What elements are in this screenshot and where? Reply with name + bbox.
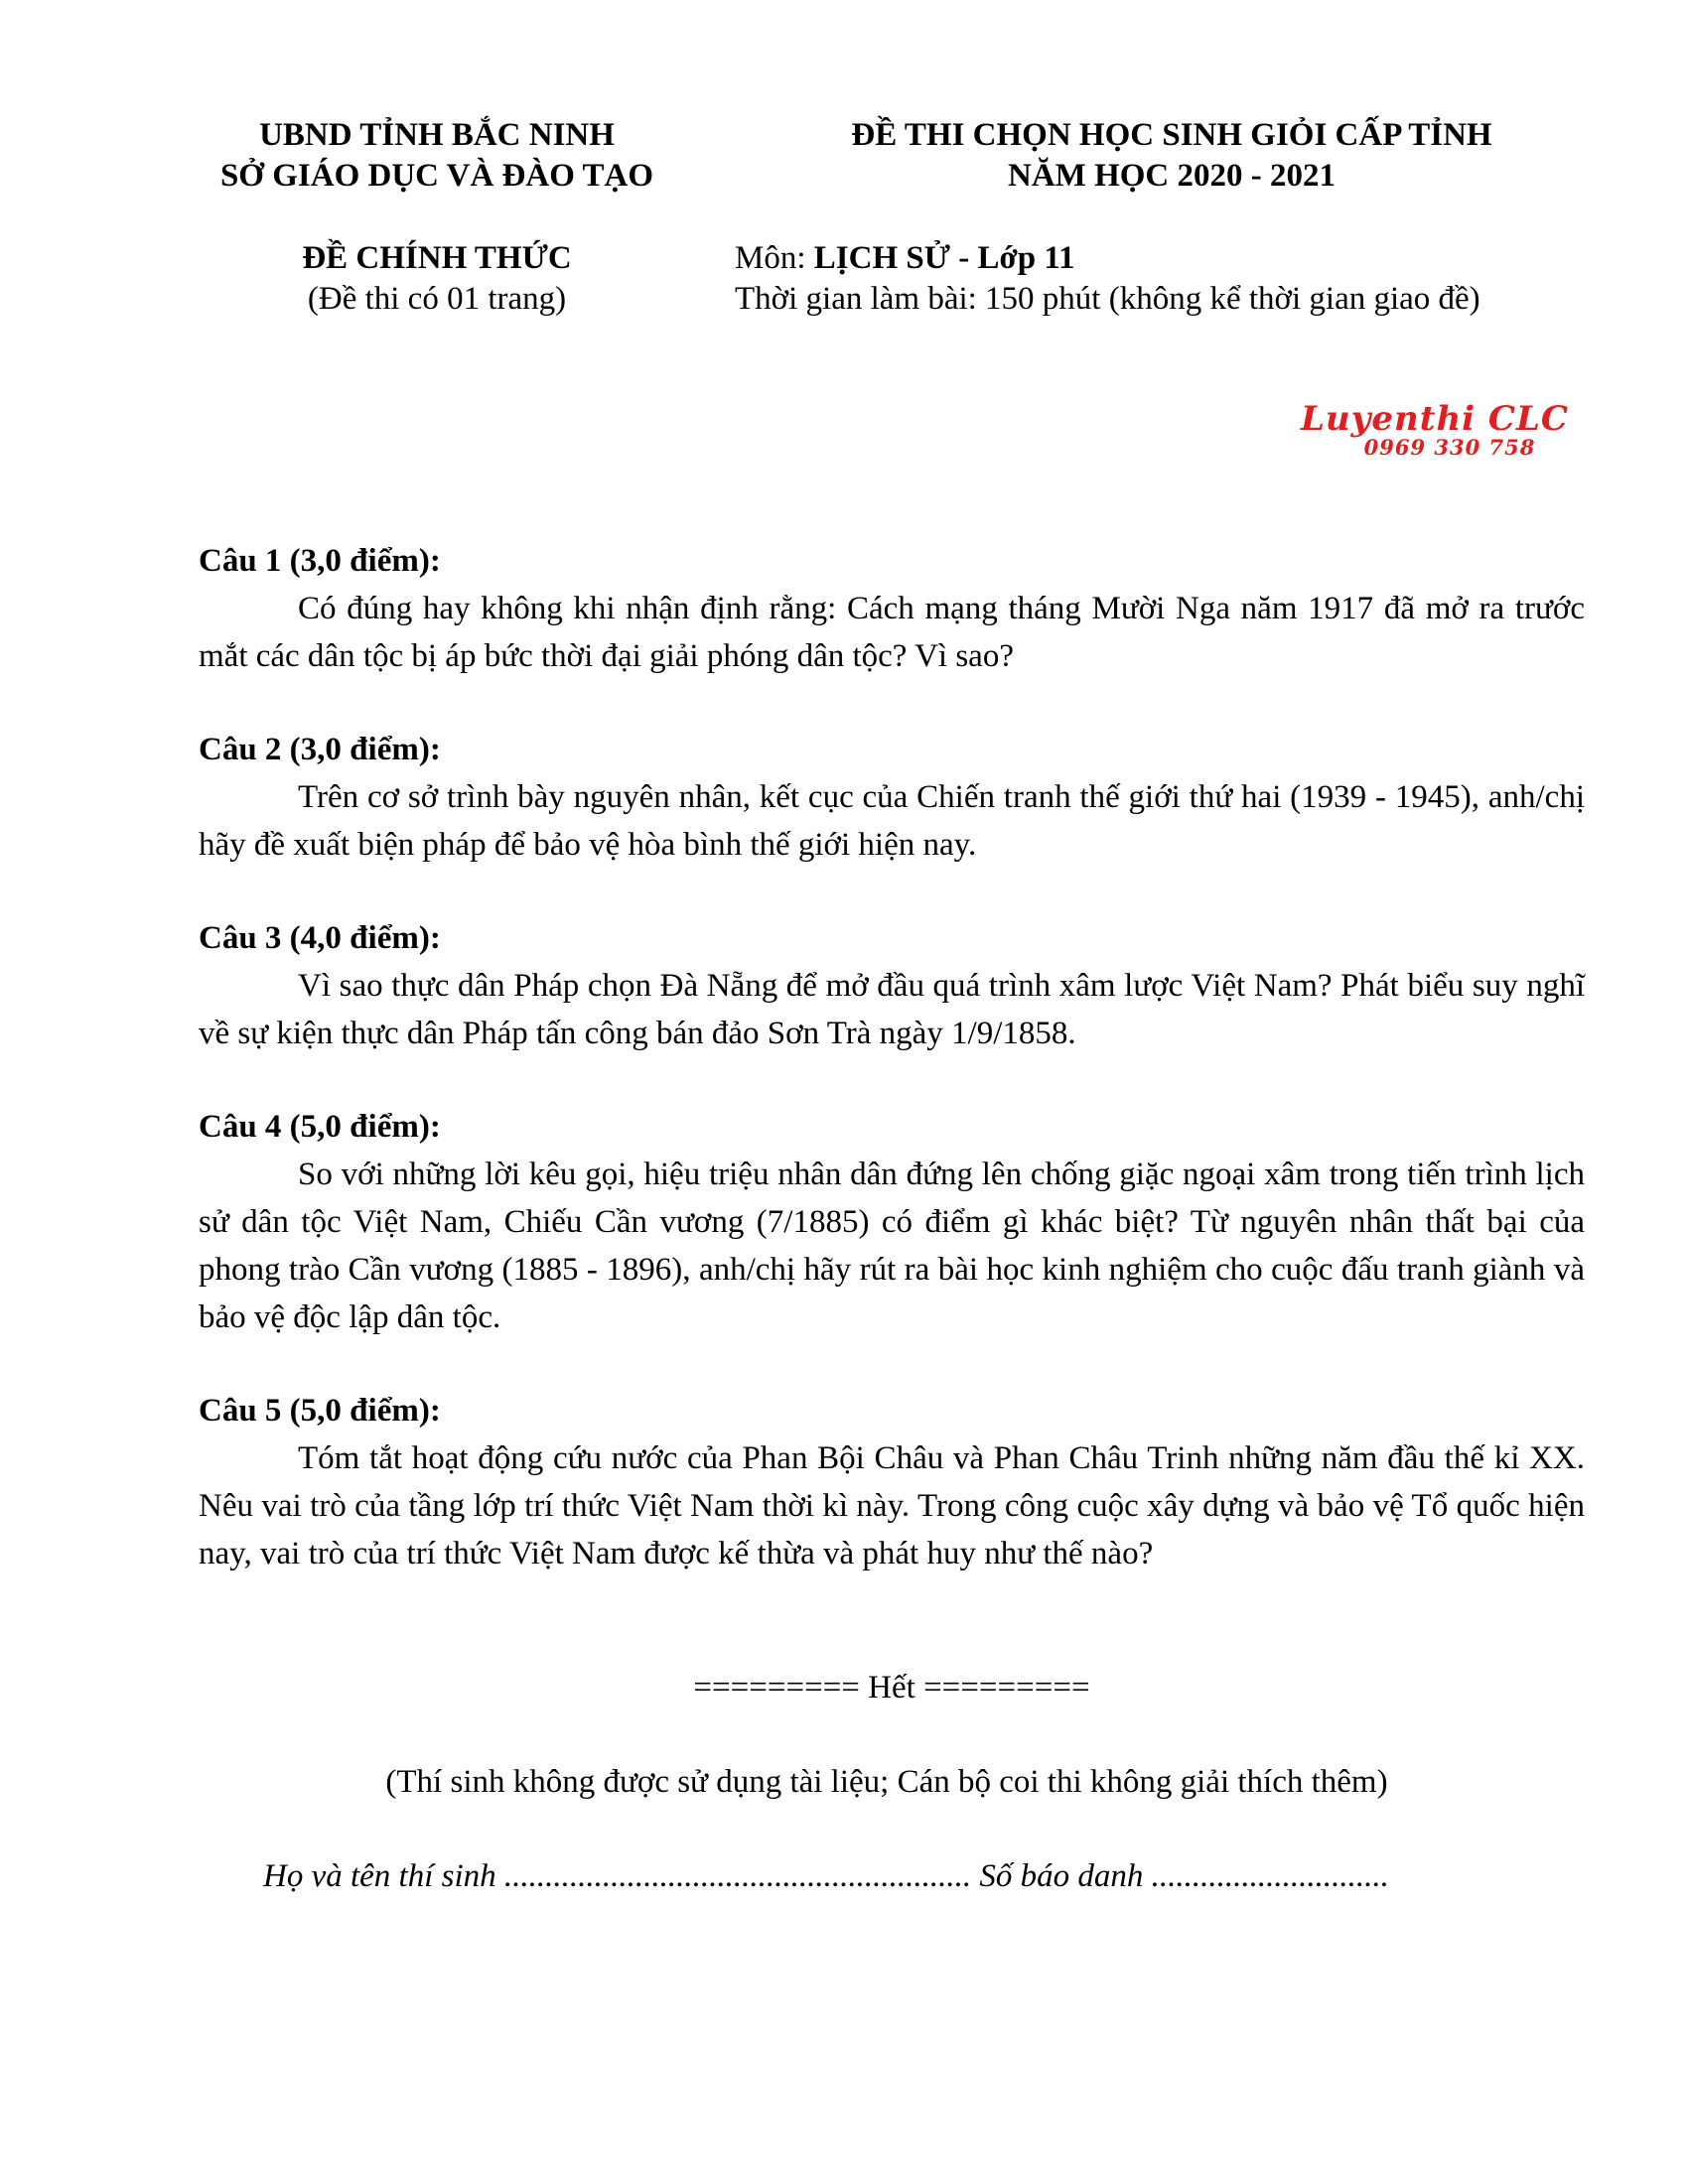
end-mark: ========= Hết ========= [693, 1670, 1090, 1706]
subject-block [735, 238, 1609, 320]
question-title: Câu 2 (3,0 điểm): [199, 732, 441, 767]
question-title: Câu 1 (3,0 điểm): [199, 543, 441, 579]
issuing-authority [179, 115, 695, 197]
question-body: Có đúng hay không khi nhận định rằng: Cách mạng tháng Mười Nga năm 1917 đã mở ra trước mắt các dân tộc bị áp bức thời đại giải phóng dân tộc? Vì sao? [199, 591, 1585, 674]
exam-title: ĐỀ THI CHỌN HỌC SINH GIỎI CẤP TỈNH [851, 117, 1492, 153]
school-year: NĂM HỌC 2020 - 2021 [1008, 158, 1336, 194]
question-body: Tóm tắt hoạt động cứu nước của Phan Bội Châu và Phan Châu Trinh những năm đầu thế kỉ XX. Nêu vai trò của tầng lớp trí thức Việt Nam thời kì này. Trong công cuộc xây dựng và bảo vệ Tổ quốc hiện nay, vai trò của trí thức Việt Nam được kế thừa và phát huy như thế nào? [199, 1440, 1585, 1571]
watermark-name: Luyenthi CLC [1301, 399, 1569, 439]
watermark-phone: 0969 330 758 [1363, 435, 1536, 460]
subject-label: Môn: [735, 240, 814, 276]
candidate-name-field: Họ và tên thí sinh ......................................................... [263, 1858, 972, 1894]
question-1 [199, 537, 1585, 680]
question-title: Câu 3 (4,0 điểm): [199, 920, 441, 956]
question-body: Vì sao thực dân Pháp chọn Đà Nẵng để mở đầu quá trình xâm lược Việt Nam? Phát biểu suy nghĩ về sự kiện thực dân Pháp tấn công bán đảo Sơn Trà ngày 1/9/1858. [199, 968, 1585, 1051]
exam-title-block [784, 115, 1559, 197]
question-body: So với những lời kêu gọi, hiệu triệu nhân dân đứng lên chống giặc ngoại xâm trong tiến trình lịch sử dân tộc Việt Nam, Chiếu Cần vương (7/1885) có điểm gì khác biệt? Từ nguyên nhân thất bại của phong trào Cần vương (1885 - 1896), anh/chị hãy rút ra bài học kinh nghiệm cho cuộc đấu tranh giành và bảo vệ độc lập dân tộc. [199, 1157, 1585, 1335]
question-3 [199, 914, 1585, 1057]
question-4 [199, 1103, 1585, 1341]
subject-line [735, 238, 1609, 279]
question-5 [199, 1387, 1585, 1577]
watermark-logo [1281, 401, 1589, 459]
candidate-id-field: Số báo danh ............................. [979, 1858, 1389, 1894]
authority-department: SỞ GIÁO DỤC VÀ ĐÀO TẠO [219, 158, 654, 194]
candidate-info-line [263, 1856, 1653, 1896]
official-label: ĐỀ CHÍNH THỨC [302, 240, 572, 276]
question-2 [199, 726, 1585, 869]
question-title: Câu 5 (5,0 điểm): [199, 1393, 441, 1429]
official-block [179, 238, 695, 320]
subject-name: LỊCH SỬ - Lớp 11 [813, 240, 1075, 276]
question-title: Câu 4 (5,0 điểm): [199, 1109, 441, 1145]
time-limit: Thời gian làm bài: 150 phút (không kể thời gian giao đề) [735, 281, 1480, 317]
authority-province: UBND TỈNH BẮC NINH [259, 117, 615, 153]
question-body: Trên cơ sở trình bày nguyên nhân, kết cục của Chiến tranh thế giới thứ hai (1939 - 1945), anh/chị hãy đề xuất biện pháp để bảo vệ hòa bình thế giới hiện nay. [199, 779, 1585, 863]
question-list [199, 537, 1585, 1623]
pages-note: (Đề thi có 01 trang) [307, 281, 567, 317]
exam-rules-note: (Thí sinh không được sử dụng tài liệu; Cán bộ coi thi không giải thích thêm) [385, 1764, 1388, 1800]
